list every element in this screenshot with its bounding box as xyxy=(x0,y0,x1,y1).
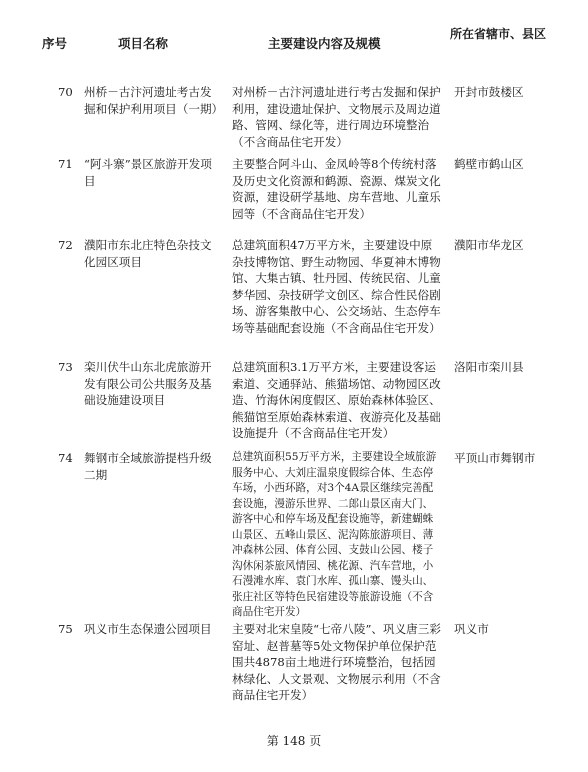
header-content: 主要建设内容及规模 xyxy=(268,36,381,51)
row-content: 对州桥－古汴河遗址进行考古发掘和保护利用，建设遗址保护、文物展示及周边道路、管网、绿化等，进行周边环境整治（不含商品住宅开发） xyxy=(232,85,441,149)
row-project-name: “阿斗寨”景区旅游开发项目 xyxy=(84,157,212,188)
row-content: 主要对北宋皇陵“七帝八陵”、巩义唐三彩窑址、赵普墓等5处文物保护单位保护范围共4878亩土地进行环境整治，包括园林绿化、人文景观、文物展示利用（不含商品住宅开发） xyxy=(232,622,441,703)
row-project-name: 濮阳市东北庄特色杂技文化园区项目 xyxy=(84,238,212,269)
row-seq: 71 xyxy=(58,157,73,171)
page-number: 第 148 页 xyxy=(266,734,322,748)
row-project-name: 州桥－古汴河遗址考古发掘和保护利用项目（一期） xyxy=(84,85,224,116)
header-region: 所在省辖市、县区 xyxy=(449,27,546,41)
header-project-name: 项目名称 xyxy=(118,36,169,51)
row-seq: 73 xyxy=(58,360,73,374)
row-region: 濮阳市华龙区 xyxy=(454,238,524,252)
header-seq: 序号 xyxy=(42,36,68,51)
row-region: 鹤壁市鹤山区 xyxy=(454,157,524,171)
row-seq: 74 xyxy=(58,451,73,465)
row-project-name: 栾川伏牛山东北虎旅游开发有限公司公共服务及基础设施建设项目 xyxy=(84,360,212,408)
row-project-name: 巩义市生态保遗公园项目 xyxy=(84,622,212,636)
row-content: 总建筑面积3.1万平方米，主要建设客运索道、交通驿站、熊猫场馆、动物园区改造、竹海休闲度假区、原始森林体验区、熊猫馆至原始森林索道、夜游亮化及基础设施提升（不含商品住宅开发） xyxy=(232,360,441,441)
row-content: 主要整合阿斗山、金凤岭等8个传统村落及历史文化资源和鹤源、瓷源、煤炭文化资源，建设研学基地、房车营地、儿童乐园等（不含商品住宅开发） xyxy=(232,157,441,221)
row-content: 总建筑面积55万平方米，主要建设全域旅游服务中心、大刘庄温泉度假综合体、生态停车场，小西环路，对3个4A景区继续完善配套设施，漫游乐世界、二郎山景区南大门、游客中心和停车场及配套设施等，新建蝴蛛山景区、五峰山景区、泥沟陈旅游项目、薄冲森林公园、体育公园、支鼓山公园、楼子沟休闲茶旅风情园、桃花源、汽车营地，小石漫滩水库、袁门水库、孤山寨、馒头山、张庄社区等特色民宿建设等旅游设施（不含商品住宅开发） xyxy=(232,451,437,618)
row-region: 开封市鼓楼区 xyxy=(454,85,524,99)
row-seq: 70 xyxy=(58,85,73,99)
row-content: 总建筑面积47万平方米，主要建设中原杂技博物馆、野生动物园、华夏神木博物馆、大集古镇、牡丹园、传统民宿、儿童梦华园、杂技研学文创区、综合性民俗剧场、游客集散中心、公交场站、生态停车场等基础配套设施（不含商品住宅开发） xyxy=(232,238,441,335)
row-project-name: 舞钢市全域旅游提档升级二期 xyxy=(84,451,212,482)
row-region: 平顶山市舞钢市 xyxy=(454,451,536,465)
row-region: 洛阳市栾川县 xyxy=(454,360,524,374)
row-region: 巩义市 xyxy=(454,622,489,636)
row-seq: 72 xyxy=(58,238,73,252)
row-seq: 75 xyxy=(58,622,73,636)
